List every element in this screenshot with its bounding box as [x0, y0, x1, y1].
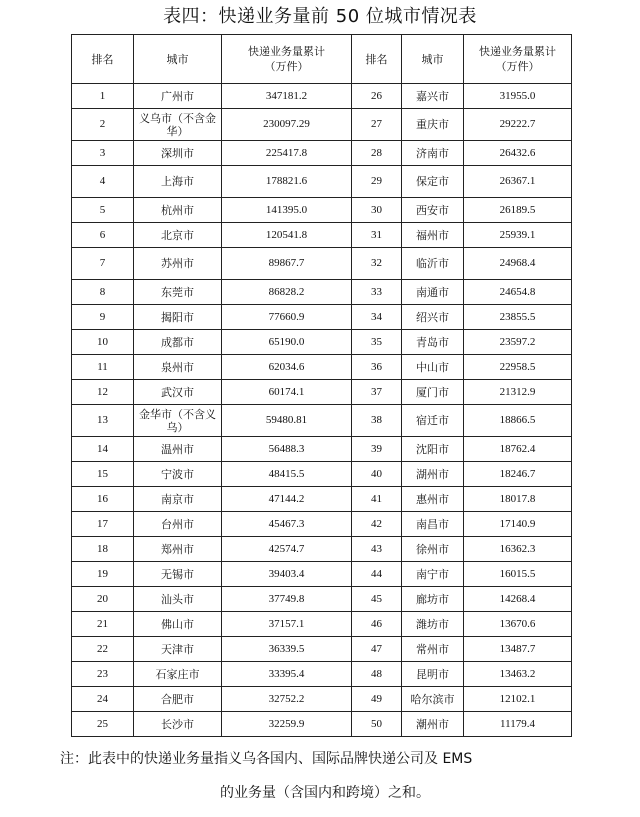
- table-row: [72, 330, 572, 355]
- rank-cell: 50: [352, 712, 402, 737]
- table-row: [72, 512, 572, 537]
- rank-cell: 13: [72, 405, 134, 437]
- footnote-line-1: 注：此表中的快递业务量指义乌各国内、国际品牌快递公司及 EMS: [60, 751, 473, 767]
- table-row: [72, 141, 572, 166]
- table-row: [72, 166, 572, 198]
- header-city-right: 城市: [402, 35, 464, 84]
- city-cell: 东莞市: [134, 280, 222, 305]
- volume-cell: 18246.7: [464, 462, 572, 487]
- volume-cell: 89867.7: [222, 248, 352, 280]
- city-cell: 佛山市: [134, 612, 222, 637]
- volume-cell: 32259.9: [222, 712, 352, 737]
- rank-cell: 44: [352, 562, 402, 587]
- volume-cell: 77660.9: [222, 305, 352, 330]
- rank-cell: 48: [352, 662, 402, 687]
- rank-cell: 33: [352, 280, 402, 305]
- rank-cell: 18: [72, 537, 134, 562]
- rank-cell: 2: [72, 109, 134, 141]
- rank-cell: 5: [72, 198, 134, 223]
- volume-cell: 37157.1: [222, 612, 352, 637]
- city-cell: 揭阳市: [134, 305, 222, 330]
- rank-cell: 30: [352, 198, 402, 223]
- rank-cell: 35: [352, 330, 402, 355]
- rank-cell: 45: [352, 587, 402, 612]
- city-cell: 中山市: [402, 355, 464, 380]
- volume-cell: 33395.4: [222, 662, 352, 687]
- city-cell: 义乌市（不含金华）: [134, 109, 222, 141]
- volume-cell: 59480.81: [222, 405, 352, 437]
- rank-cell: 36: [352, 355, 402, 380]
- city-cell: 上海市: [134, 166, 222, 198]
- volume-cell: 24654.8: [464, 280, 572, 305]
- rank-cell: 22: [72, 637, 134, 662]
- city-cell: 哈尔滨市: [402, 687, 464, 712]
- rank-cell: 39: [352, 437, 402, 462]
- table-title: 表四：快递业务量前 50 位城市情况表: [163, 6, 477, 27]
- table-row: [72, 612, 572, 637]
- volume-cell: 178821.6: [222, 166, 352, 198]
- footnote-line-2: 的业务量（含国内和跨境）之和。: [220, 785, 430, 801]
- volume-cell: 13670.6: [464, 612, 572, 637]
- rank-cell: 12: [72, 380, 134, 405]
- city-cell: 青岛市: [402, 330, 464, 355]
- city-cell: 成都市: [134, 330, 222, 355]
- city-cell: 泉州市: [134, 355, 222, 380]
- volume-cell: 23597.2: [464, 330, 572, 355]
- city-cell: 廊坊市: [402, 587, 464, 612]
- volume-cell: 45467.3: [222, 512, 352, 537]
- city-cell: 绍兴市: [402, 305, 464, 330]
- volume-cell: 48415.5: [222, 462, 352, 487]
- rank-cell: 9: [72, 305, 134, 330]
- header-rank-left: 排名: [72, 35, 134, 84]
- table-row: [72, 280, 572, 305]
- volume-cell: 225417.8: [222, 141, 352, 166]
- rank-cell: 25: [72, 712, 134, 737]
- city-cell: 临沂市: [402, 248, 464, 280]
- rank-cell: 31: [352, 223, 402, 248]
- volume-cell: 23855.5: [464, 305, 572, 330]
- header-volume-right: 快递业务量累计（万件）: [464, 35, 572, 84]
- header-volume-left: 快递业务量累计（万件）: [222, 35, 352, 84]
- table-row: [72, 355, 572, 380]
- volume-cell: 21312.9: [464, 380, 572, 405]
- city-cell: 台州市: [134, 512, 222, 537]
- city-cell: 石家庄市: [134, 662, 222, 687]
- rank-cell: 38: [352, 405, 402, 437]
- city-cell: 温州市: [134, 437, 222, 462]
- rank-cell: 37: [352, 380, 402, 405]
- rank-cell: 15: [72, 462, 134, 487]
- rank-cell: 1: [72, 84, 134, 109]
- city-cell: 昆明市: [402, 662, 464, 687]
- city-cell: 宿迁市: [402, 405, 464, 437]
- table-row: [72, 537, 572, 562]
- volume-cell: 18017.8: [464, 487, 572, 512]
- volume-cell: 18866.5: [464, 405, 572, 437]
- rank-cell: 46: [352, 612, 402, 637]
- city-cell: 厦门市: [402, 380, 464, 405]
- rank-cell: 7: [72, 248, 134, 280]
- rank-cell: 14: [72, 437, 134, 462]
- table-row: [72, 84, 572, 109]
- city-cell: 嘉兴市: [402, 84, 464, 109]
- table-row: [72, 380, 572, 405]
- rank-cell: 28: [352, 141, 402, 166]
- volume-cell: 230097.29: [222, 109, 352, 141]
- table-row: [72, 637, 572, 662]
- table-row: [72, 109, 572, 141]
- city-cell: 宁波市: [134, 462, 222, 487]
- header-city-left: 城市: [134, 35, 222, 84]
- volume-cell: 26432.6: [464, 141, 572, 166]
- city-cell: 武汉市: [134, 380, 222, 405]
- city-cell: 保定市: [402, 166, 464, 198]
- volume-cell: 18762.4: [464, 437, 572, 462]
- city-cell: 南通市: [402, 280, 464, 305]
- rank-cell: 47: [352, 637, 402, 662]
- rank-cell: 34: [352, 305, 402, 330]
- rank-cell: 20: [72, 587, 134, 612]
- volume-cell: 47144.2: [222, 487, 352, 512]
- table-row: [72, 587, 572, 612]
- table-row: [72, 405, 572, 437]
- table-row: [72, 487, 572, 512]
- volume-cell: 42574.7: [222, 537, 352, 562]
- city-cell: 沈阳市: [402, 437, 464, 462]
- rank-cell: 21: [72, 612, 134, 637]
- volume-cell: 86828.2: [222, 280, 352, 305]
- rank-cell: 17: [72, 512, 134, 537]
- volume-cell: 37749.8: [222, 587, 352, 612]
- volume-cell: 32752.2: [222, 687, 352, 712]
- table-row: [72, 437, 572, 462]
- city-cell: 湖州市: [402, 462, 464, 487]
- rank-cell: 6: [72, 223, 134, 248]
- volume-cell: 62034.6: [222, 355, 352, 380]
- table-row: [72, 305, 572, 330]
- table-row: [72, 712, 572, 737]
- volume-cell: 11179.4: [464, 712, 572, 737]
- table-row: [72, 248, 572, 280]
- volume-cell: 141395.0: [222, 198, 352, 223]
- rank-cell: 26: [352, 84, 402, 109]
- city-cell: 无锡市: [134, 562, 222, 587]
- volume-cell: 26189.5: [464, 198, 572, 223]
- volume-cell: 22958.5: [464, 355, 572, 380]
- city-cell: 广州市: [134, 84, 222, 109]
- volume-cell: 13463.2: [464, 662, 572, 687]
- table-row: [72, 462, 572, 487]
- city-cell: 济南市: [402, 141, 464, 166]
- rank-cell: 23: [72, 662, 134, 687]
- city-cell: 惠州市: [402, 487, 464, 512]
- table-row: [72, 687, 572, 712]
- city-cell: 合肥市: [134, 687, 222, 712]
- rank-cell: 11: [72, 355, 134, 380]
- volume-cell: 26367.1: [464, 166, 572, 198]
- volume-cell: 16362.3: [464, 537, 572, 562]
- table-row: [72, 562, 572, 587]
- city-cell: 南宁市: [402, 562, 464, 587]
- city-cell: 徐州市: [402, 537, 464, 562]
- rank-cell: 41: [352, 487, 402, 512]
- volume-cell: 60174.1: [222, 380, 352, 405]
- rank-cell: 16: [72, 487, 134, 512]
- rank-cell: 3: [72, 141, 134, 166]
- volume-cell: 347181.2: [222, 84, 352, 109]
- rank-cell: 40: [352, 462, 402, 487]
- rank-cell: 24: [72, 687, 134, 712]
- city-cell: 苏州市: [134, 248, 222, 280]
- city-cell: 南京市: [134, 487, 222, 512]
- rank-cell: 42: [352, 512, 402, 537]
- city-cell: 天津市: [134, 637, 222, 662]
- city-cell: 长沙市: [134, 712, 222, 737]
- volume-cell: 16015.5: [464, 562, 572, 587]
- volume-cell: 56488.3: [222, 437, 352, 462]
- rank-cell: 8: [72, 280, 134, 305]
- city-cell: 潍坊市: [402, 612, 464, 637]
- table-body: [72, 84, 572, 737]
- rank-cell: 49: [352, 687, 402, 712]
- volume-cell: 65190.0: [222, 330, 352, 355]
- city-cell: 汕头市: [134, 587, 222, 612]
- volume-cell: 39403.4: [222, 562, 352, 587]
- city-cell: 金华市（不含义乌）: [134, 405, 222, 437]
- volume-cell: 31955.0: [464, 84, 572, 109]
- volume-cell: 25939.1: [464, 223, 572, 248]
- city-cell: 杭州市: [134, 198, 222, 223]
- city-ranking-table: [71, 34, 572, 737]
- city-cell: 常州市: [402, 637, 464, 662]
- table-row: [72, 223, 572, 248]
- volume-cell: 14268.4: [464, 587, 572, 612]
- rank-cell: 43: [352, 537, 402, 562]
- rank-cell: 10: [72, 330, 134, 355]
- city-cell: 福州市: [402, 223, 464, 248]
- header-rank-right: 排名: [352, 35, 402, 84]
- volume-cell: 13487.7: [464, 637, 572, 662]
- city-cell: 北京市: [134, 223, 222, 248]
- rank-cell: 27: [352, 109, 402, 141]
- city-cell: 南昌市: [402, 512, 464, 537]
- rank-cell: 29: [352, 166, 402, 198]
- rank-cell: 32: [352, 248, 402, 280]
- rank-cell: 19: [72, 562, 134, 587]
- volume-cell: 120541.8: [222, 223, 352, 248]
- volume-cell: 17140.9: [464, 512, 572, 537]
- volume-cell: 29222.7: [464, 109, 572, 141]
- table-header-row: [72, 35, 572, 84]
- city-cell: 郑州市: [134, 537, 222, 562]
- city-cell: 深圳市: [134, 141, 222, 166]
- city-cell: 重庆市: [402, 109, 464, 141]
- volume-cell: 36339.5: [222, 637, 352, 662]
- volume-cell: 12102.1: [464, 687, 572, 712]
- table-row: [72, 198, 572, 223]
- rank-cell: 4: [72, 166, 134, 198]
- table-row: [72, 662, 572, 687]
- city-cell: 西安市: [402, 198, 464, 223]
- city-cell: 潮州市: [402, 712, 464, 737]
- volume-cell: 24968.4: [464, 248, 572, 280]
